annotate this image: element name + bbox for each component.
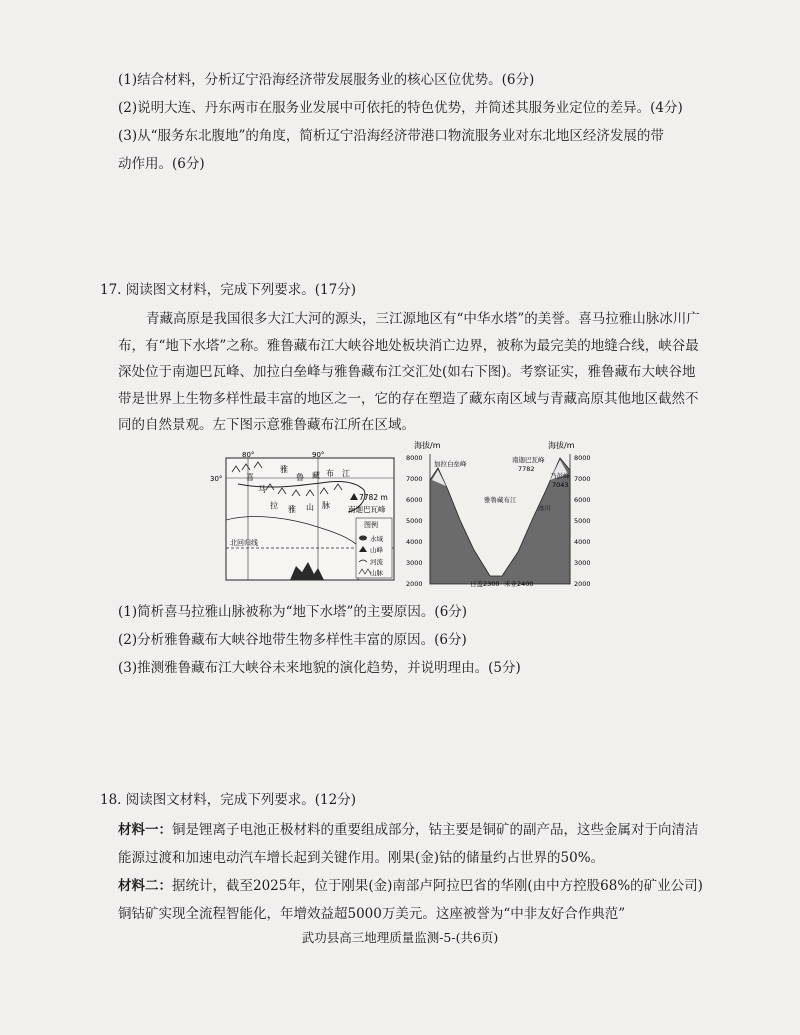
q17-heading: 17. 阅读图文材料，完成下列要求。(17分) [100, 282, 356, 298]
left-tick: 7000 [406, 475, 423, 483]
range-char-1: 喜 [246, 473, 254, 482]
q16-item-1: (1)结合材料，分析辽宁沿海经济带发展服务业的核心区位优势。(6分) [118, 72, 535, 88]
glacier-label: 冰川 [538, 504, 551, 512]
region-map [208, 450, 404, 592]
right-peak-elev: 7043 [552, 481, 569, 489]
range-char-2: 马 [258, 485, 266, 494]
q18-heading: 18. 阅读图文材料，完成下列要求。(12分) [100, 792, 356, 808]
bottom-left-label: 日盖2300 [470, 580, 500, 588]
bottom-right-label: 米业2400 [504, 580, 534, 588]
left-axis-title: 海拔/m [414, 441, 441, 450]
river-char-4: 布 [326, 469, 334, 478]
right-tick: 7000 [574, 475, 591, 483]
material-1-text: 铜是锂离子电池正极材料的重要组成部分，钴主要是铜矿的副产品，这些金属对于向清洁能源过渡和加速电动汽车增长起到关键作用。刚果(金)钴的储量约占世界的50%。 [118, 822, 699, 866]
terrain-profile [430, 458, 570, 584]
legend-title: 图例 [364, 521, 378, 529]
q16-item-3-cont: 动作用。(6分) [118, 156, 205, 172]
peak-elev-label: 7782 m [359, 493, 388, 502]
range-char-3: 拉 [270, 501, 278, 510]
right-tick: 2000 [574, 580, 591, 588]
left-tick: 6000 [406, 496, 423, 504]
q16-item-2: (2)说明大连、丹东两市在服务业发展中可依托的特色优势，并简述其服务业定位的差异。(4分) [118, 100, 683, 116]
canyon-profile [400, 440, 600, 594]
river-char-5: 江 [342, 469, 350, 478]
river-char-2: 鲁 [296, 473, 304, 482]
q18-material-2 [118, 872, 708, 928]
range-char-5: 山 [306, 503, 314, 512]
river-label: 雅鲁藏布江 [484, 496, 517, 504]
right-tick: 3000 [574, 559, 591, 567]
left-tick: 2000 [406, 580, 423, 588]
lon-90-label: 90° [312, 451, 325, 459]
q16-item-3: (3)从“服务东北腹地”的角度，简析辽宁沿海经济带港口物流服务业对东北地区经济发展的带 [118, 128, 664, 144]
legend-water: 水域 [370, 535, 383, 543]
q17-question-2: (2)分析雅鲁藏布大峡谷地带生物多样性丰富的原因。(6分) [118, 632, 467, 648]
river-char-1: 雅 [280, 465, 288, 474]
left-tick: 8000 [406, 454, 423, 462]
q18-material-1 [118, 816, 708, 872]
q17-question-1: (1)简析喜马拉雅山脉被称为“地下水塔”的主要原因。(6分) [118, 604, 468, 620]
right-tick: 5000 [574, 517, 591, 525]
q17-paragraph: 青藏高原是我国很多大江大河的源头，三江源地区有“中华水塔”的美誉。喜马拉雅山脉冰川广布，有“地下水塔”之称。雅鲁藏布江大峡谷地处板块消亡边界，被称为最完美的地缝合线，峡谷最深处位于南迦巴瓦峰、加拉白垒峰与雅鲁藏布江交汇处(如右下图)。考察证实，雅鲁藏布大峡谷地带是世界上生物多样性最丰富的地区之一，它的存在塑造了藏东南区域与青藏高原其他地区截然不同的自然景观。左下图示意雅鲁藏布江所在区域。 [118, 311, 700, 433]
material-2-label: 材料二： [118, 878, 172, 894]
material-1-label: 材料一： [118, 822, 172, 838]
range-char-4: 雅 [288, 505, 296, 514]
right-tick: 8000 [574, 454, 591, 462]
right-peak-label: 乃彭峰 [550, 472, 570, 480]
material-2-text: 据统计，截至2025年，位于刚果(金)南部卢阿拉巴省的华刚(由中方控股68%的矿业公司)铜钴矿实现全流程智能化，年增效益超5000万美元。这座被誉为“中非友好合作典范” [118, 878, 703, 922]
peak-name-label: 南迦巴瓦峰 [348, 505, 386, 514]
river-char-3: 藏 [312, 471, 320, 480]
tropic-label: 北回归线 [230, 539, 258, 547]
legend-river: 河流 [370, 558, 383, 566]
right-tick: 4000 [574, 538, 591, 546]
water-icon [359, 536, 367, 541]
page-footer: 武功县高三地理质量监测-5-(共6页) [301, 930, 499, 945]
left-tick: 4000 [406, 538, 423, 546]
center-peak-elev: 7782 [518, 465, 535, 473]
left-peak-label: 加拉白垒峰 [434, 460, 467, 468]
right-axis-title: 海拔/m [548, 441, 575, 450]
left-tick: 3000 [406, 559, 423, 567]
legend-range: 山脉 [370, 569, 383, 577]
legend-peak: 山峰 [370, 546, 383, 554]
right-tick: 6000 [574, 496, 591, 504]
left-tick: 5000 [406, 517, 423, 525]
lat-30-label: 30° [210, 475, 223, 483]
lon-80-label: 80° [242, 451, 255, 459]
range-char-6: 脉 [322, 501, 330, 510]
center-peak-label: 南迦巴瓦峰 [512, 456, 545, 464]
q17-question-3: (3)推测雅鲁藏布江大峡谷未来地貌的演化趋势，并说明理由。(5分) [118, 660, 521, 676]
